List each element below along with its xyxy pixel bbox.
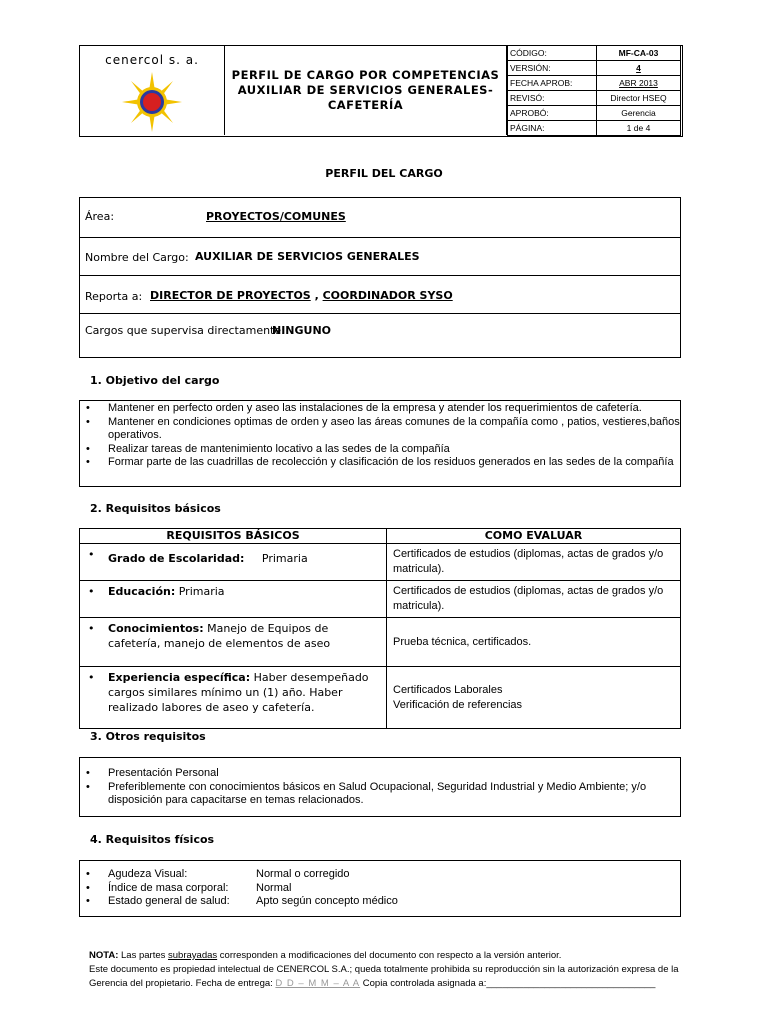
reporta-separator: , bbox=[310, 289, 323, 302]
area-value: PROYECTOS/COMUNES bbox=[206, 210, 346, 223]
requisitos-table bbox=[79, 528, 681, 729]
section-2-title: 2. Requisitos básicos bbox=[90, 502, 221, 515]
req-eval: Prueba técnica, certificados. bbox=[393, 635, 532, 648]
cargo-label: Nombre del Cargo: bbox=[85, 251, 189, 264]
list-item: • Presentación Personal bbox=[80, 767, 680, 781]
footer-note bbox=[89, 949, 699, 991]
meta-key: VERSIÓN: bbox=[508, 61, 597, 76]
fisico-key: Índice de masa corporal: bbox=[108, 881, 229, 894]
logo-cell bbox=[79, 45, 225, 135]
meta-value: Director HSEQ bbox=[597, 91, 681, 106]
list-item bbox=[80, 868, 680, 882]
objetivo-box bbox=[79, 400, 681, 487]
req-eval: Certificados Laborales bbox=[393, 683, 503, 696]
req-label: Experiencia específica: bbox=[108, 671, 251, 684]
otros-box bbox=[79, 757, 681, 817]
copia-label: Copia controlada asignada a: bbox=[362, 978, 487, 989]
section-4-title: 4. Requisitos físicos bbox=[90, 833, 215, 846]
nota-text: Las partes bbox=[118, 950, 169, 961]
req-text: Manejo de Equipos de cafetería, manejo de elementos de aseo bbox=[108, 622, 331, 650]
title-line-2: AUXILIAR DE SERVICIOS GENERALES- bbox=[237, 82, 494, 97]
copia-blank: ________________________________ bbox=[486, 978, 656, 989]
nota-text: corresponden a modificaciones del documento con respecto a la versión anterior. bbox=[217, 950, 562, 961]
fisico-key: Agudeza Visual: bbox=[108, 868, 188, 880]
title-line-3: CAFETERÍA bbox=[327, 97, 404, 112]
list-item bbox=[80, 895, 680, 909]
list-item: • Formar parte de las cuadrillas de recolección y clasificación de los residuos generados en las sedes de la compañía bbox=[80, 456, 680, 470]
company-name: cenercol s. a. bbox=[105, 53, 199, 67]
req-label: Educación: bbox=[108, 585, 176, 598]
col-header-requisitos: REQUISITOS BÁSICOS bbox=[80, 529, 387, 544]
area-row bbox=[80, 198, 680, 238]
list-item: • Mantener en condiciones optimas de orden y aseo las áreas comunes de la compañía como , patios, vestieres,baños operativos. bbox=[80, 416, 680, 443]
reporta-row bbox=[80, 276, 680, 314]
supervisa-value: NINGUNO bbox=[272, 324, 332, 337]
meta-value: 1 de 4 bbox=[597, 121, 681, 136]
table-row bbox=[80, 618, 681, 667]
title-line-1: PERFIL DE CARGO POR COMPETENCIAS bbox=[231, 67, 500, 82]
list-item: • Mantener en perfecto orden y aseo las instalaciones de la empresa y atender los requerimientos de cafetería. bbox=[80, 402, 680, 416]
req-eval: Certificados de estudios (diplomas, actas de grados y/o matricula). bbox=[393, 585, 664, 612]
fisico-value: Apto según concepto médico bbox=[256, 895, 398, 907]
sun-logo-icon bbox=[121, 71, 183, 133]
col-header-evaluar: COMO EVALUAR bbox=[387, 529, 681, 544]
meta-key: APROBÓ: bbox=[508, 106, 597, 121]
cargo-value: AUXILIAR DE SERVICIOS GENERALES bbox=[195, 250, 420, 263]
list-item: • Preferiblemente con conocimientos básicos en Salud Ocupacional, Seguridad Industrial y Medio Ambiente; y/o disposición para capacitarse en temas relacionados. bbox=[80, 781, 680, 808]
meta-value: 4 bbox=[597, 61, 681, 76]
req-label: Grado de Escolaridad: bbox=[108, 552, 245, 565]
list-item bbox=[80, 882, 680, 896]
document-title bbox=[225, 45, 507, 135]
table-row bbox=[80, 544, 681, 581]
meta-value: ABR 2013 bbox=[597, 76, 681, 91]
req-eval: Certificados de estudios (diplomas, actas de grados y/o matricula). bbox=[393, 548, 664, 575]
cargo-row bbox=[80, 238, 680, 276]
meta-key: CÓDIGO: bbox=[508, 46, 597, 61]
req-text: Haber desempeñado cargos similares mínimo un (1) año. Haber realizado labores de aseo y cafetería. bbox=[108, 671, 369, 714]
fisico-value: Normal o corregido bbox=[256, 868, 350, 880]
nota-underlined: subrayadas bbox=[168, 950, 218, 961]
meta-key: PÁGINA: bbox=[508, 121, 597, 136]
section-1-title: 1. Objetivo del cargo bbox=[90, 374, 220, 387]
req-text: Primaria bbox=[175, 585, 225, 598]
fecha-entrega-blank: D D – M M – A A bbox=[275, 978, 361, 989]
footer-legal-text: Este documento es propiedad intelectual de CENERCOL S.A.; queda totalmente prohibida su reproducción sin la autorización expresa de la Gerencia del propietario. Fecha de entrega: bbox=[89, 964, 679, 989]
fisico-value: Normal bbox=[256, 881, 292, 894]
fisicos-box bbox=[79, 860, 681, 917]
table-row bbox=[80, 581, 681, 618]
document-meta-table bbox=[507, 45, 681, 136]
meta-value: MF-CA-03 bbox=[597, 46, 681, 61]
req-label: Conocimientos: bbox=[108, 622, 204, 635]
nota-label: NOTA: bbox=[89, 950, 119, 961]
area-label: Área: bbox=[85, 210, 115, 223]
meta-key: REVISÓ: bbox=[508, 91, 597, 106]
section-title: PERFIL DEL CARGO bbox=[325, 167, 443, 180]
table-row bbox=[80, 667, 681, 729]
reporta-value-2: COORDINADOR SYSO bbox=[322, 289, 453, 302]
info-box bbox=[79, 197, 681, 358]
req-text: Primaria bbox=[261, 552, 308, 565]
req-eval: Verificación de referencias bbox=[393, 698, 523, 711]
list-item: • Realizar tareas de mantenimiento locativo a las sedes de la compañía bbox=[80, 443, 680, 457]
fisico-key: Estado general de salud: bbox=[108, 895, 230, 907]
supervisa-label: Cargos que supervisa directamente: bbox=[85, 324, 285, 337]
meta-value: Gerencia bbox=[597, 106, 681, 121]
supervisa-row bbox=[80, 314, 680, 357]
reporta-label: Reporta a: bbox=[85, 290, 143, 303]
reporta-value-1: DIRECTOR DE PROYECTOS bbox=[150, 289, 311, 302]
section-3-title: 3. Otros requisitos bbox=[90, 730, 206, 743]
meta-key: FECHA APROB: bbox=[508, 76, 597, 91]
